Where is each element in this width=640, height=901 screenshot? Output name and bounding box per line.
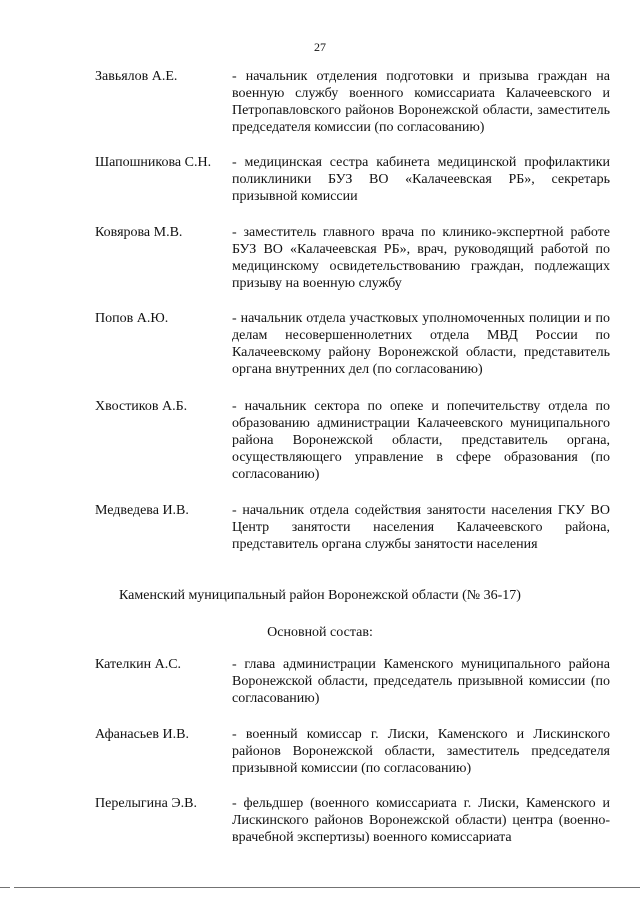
member-name: Перелыгина Э.В. xyxy=(95,796,197,811)
member-role: - начальник отдела участковых уполномоченных полиции и по делам несовершеннолетних отдела МВД России по Калачеевскому району Воронежской области, представитель органа внутренних дел (по согласованию) xyxy=(232,311,610,377)
member-entry xyxy=(95,726,615,777)
member-entry xyxy=(95,68,615,136)
member-role: - военный комиссар г. Лиски, Каменского и Лискинского районов Воронежской области, заместитель председателя призывной комиссии (по согласованию) xyxy=(232,727,610,776)
member-role: - фельдшер (военного комиссариата г. Лиски, Каменского и Лискинского районов Воронежской области) центра (военно-врачебной экспертизы) военного комиссариата xyxy=(232,796,610,845)
member-role: - начальник сектора по опеке и попечительству отдела по образованию администрации Калачеевского муниципального района Воронежской области, представитель органа, осуществляющего управление в сфере образования (по согласованию) xyxy=(232,399,610,482)
member-name: Завьялов А.Е. xyxy=(95,69,178,84)
section-title: Каменский муниципальный район Воронежской области (№ 36-17) xyxy=(119,588,521,603)
member-name: Афанасьев И.В. xyxy=(95,727,189,742)
member-role: - начальник отдела содействия занятости населения ГКУ ВО Центр занятости населения Калачеевского района, представитель органа службы занятости населения xyxy=(232,503,610,552)
member-entry xyxy=(95,398,615,483)
member-name: Ковярова М.В. xyxy=(95,225,183,240)
member-entry xyxy=(95,795,615,846)
member-role: - медицинская сестра кабинета медицинской профилактики поликлиники БУЗ ВО «Калачеевская РБ», секретарь призывной комиссии xyxy=(232,155,610,204)
member-name: Медведева И.В. xyxy=(95,503,189,518)
section-subtitle: Основной состав: xyxy=(267,625,373,640)
member-name: Шапошникова С.Н. xyxy=(95,155,212,170)
member-entry xyxy=(95,310,615,378)
member-role: - начальник отделения подготовки и призыва граждан на военную службу военного комиссариата Калачеевского и Петропавловского районов Воронежской области, заместитель председателя комиссии (по согласованию) xyxy=(232,69,610,135)
member-entry xyxy=(95,224,615,292)
member-role: - глава администрации Каменского муниципального района Воронежской области, председатель призывной комиссии (по согласованию) xyxy=(232,657,610,706)
member-name: Попов А.Ю. xyxy=(95,311,169,326)
member-name: Хвостиков А.Б. xyxy=(95,399,188,414)
member-entry xyxy=(95,502,615,553)
member-name: Кателкин А.С. xyxy=(95,657,182,672)
page-bottom-rule xyxy=(0,887,640,888)
member-role: - заместитель главного врача по клинико-экспертной работе БУЗ ВО «Калачеевская РБ», врач, руководящий работой по медицинскому освидетельствованию граждан, подлежащих призыву на военную службу xyxy=(232,225,610,291)
member-entry xyxy=(95,154,615,205)
member-entry xyxy=(95,656,615,707)
page-number: 27 xyxy=(314,40,326,54)
